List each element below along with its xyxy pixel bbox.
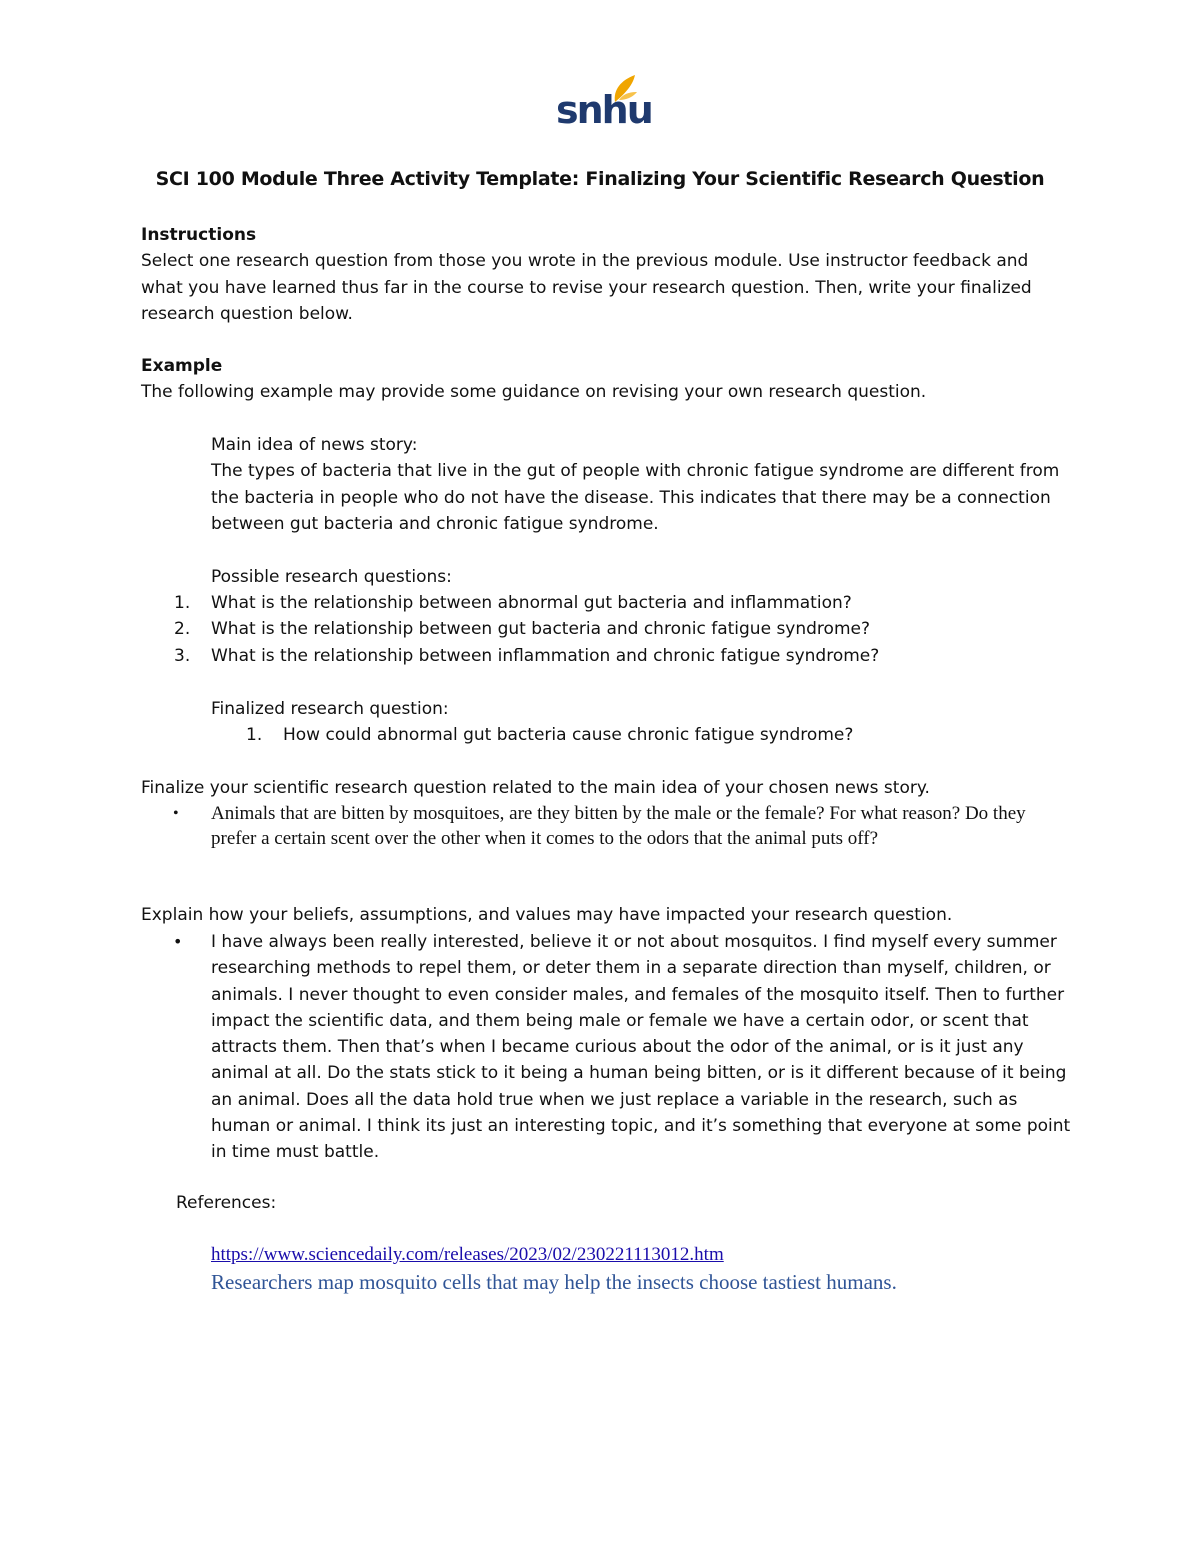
finalized-question-list xyxy=(246,722,1046,748)
possible-questions-label: Possible research questions: xyxy=(211,567,452,587)
example-intro: The following example may provide some guidance on revising your own research question. xyxy=(141,382,927,403)
list-item xyxy=(246,722,1046,748)
explain-answer-item xyxy=(173,929,1071,1166)
explain-prompt: Explain how your beliefs, assumptions, and values may have impacted your research question. xyxy=(141,905,953,925)
example-section xyxy=(141,353,1071,406)
list-item xyxy=(174,616,1074,642)
main-idea-text: The types of bacteria that live in the gut of people with chronic fatigue syndrome are different from the bacteria in people who do not have the disease. This indicates that there may be a connection between gut bacteria and chronic fatigue syndrome. xyxy=(211,461,1060,534)
list-item-text: What is the relationship between gut bacteria and chronic fatigue syndrome? xyxy=(211,619,870,640)
list-item-text: How could abnormal gut bacteria cause chronic fatigue syndrome? xyxy=(283,725,854,745)
explain-answer-text: I have always been really interested, believe it or not about mosquitos. I find myself every summer researching methods to repel them, or deter them in a separate direction than myself, children, or animals. I never thought to even consider males, and females of the mosquito itself. Then to further impact the scientific data, and them being male or female we have a certain odor, or scent that attracts them. Then that’s when I became curious about the odor of the animal, or is it just any animal at all. Do the stats stick to it being a human being bitten, or is it different because of it being an animal. Does all the data hold true when we just replace a variable in the research, such as human or animal. I think its just an interesting topic, and it’s something that everyone at some point in time must battle. xyxy=(211,932,1071,1163)
list-number: 1. xyxy=(246,725,263,745)
instructions-section xyxy=(141,222,1071,327)
list-item xyxy=(174,590,1074,616)
instructions-body: Select one research question from those you wrote in the previous module. Use instructor feedback and what you have learned thus far in the course to revise your research question. Then, write your finalized research question below. xyxy=(141,251,1032,324)
finalize-answer-item xyxy=(173,802,1071,851)
list-number: 1. xyxy=(174,593,191,613)
main-idea-label: Main idea of news story: xyxy=(211,435,418,455)
document-title: SCI 100 Module Three Activity Template: Finalizing Your Scientific Research Question xyxy=(155,168,1045,190)
references-label: References: xyxy=(176,1193,277,1213)
list-number: 2. xyxy=(174,619,191,640)
list-item-text: What is the relationship between abnormal gut bacteria and inflammation? xyxy=(211,593,852,613)
logo-wordmark: snhu xyxy=(556,88,652,132)
snhu-logo xyxy=(553,72,652,134)
list-item xyxy=(174,643,1074,669)
bullet: • xyxy=(173,932,183,951)
list-item-text: What is the relationship between inflammation and chronic fatigue syndrome? xyxy=(211,645,880,666)
possible-questions-list xyxy=(174,590,1074,669)
finalize-prompt: Finalize your scientific research question related to the main idea of your chosen news story. xyxy=(141,778,930,798)
finalized-question-label: Finalized research question: xyxy=(211,699,449,719)
reference-title: Researchers map mosquito cells that may help the insects choose tastiest humans. xyxy=(211,1270,897,1294)
main-idea-block xyxy=(211,432,1071,537)
finalize-answer-text: Animals that are bitten by mosquitoes, are they bitten by the male or the female? For what reason? Do they prefer a certain scent over the other when it comes to the odors that the animal puts off? xyxy=(211,803,1026,849)
bullet: • xyxy=(173,805,179,822)
example-heading: Example xyxy=(141,356,223,376)
list-number: 3. xyxy=(174,645,191,666)
instructions-heading: Instructions xyxy=(141,225,257,245)
reference-link[interactable]: https://www.sciencedaily.com/releases/2023/02/230221113012.htm xyxy=(211,1244,724,1265)
